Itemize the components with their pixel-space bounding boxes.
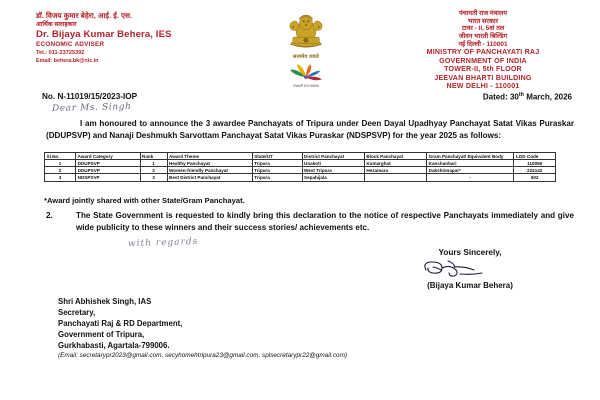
ministry-hindi-line-4: जीवन भारती बिल्डिंग	[458, 33, 508, 41]
addressee-designation: Secretary,	[58, 308, 96, 318]
cell-sl-no: 3	[45, 174, 76, 181]
ministry-hindi-line-5: नई दिल्ली - 110001	[458, 40, 508, 48]
ministry-hindi-line-1: पंचायती राज मंत्रालय	[459, 10, 507, 17]
table-row	[45, 160, 556, 167]
addressee-government: Government of Tripura,	[58, 330, 145, 340]
cell-block	[364, 174, 426, 181]
closing-salutation: Yours Sincerely,	[438, 248, 502, 257]
letterhead-emblem-block	[268, 8, 344, 88]
reference-number: No. N-11019/15/2023-IOP	[42, 92, 138, 101]
cell-block: Kumarghat	[364, 160, 426, 167]
signature-mark	[380, 257, 560, 281]
cell-gram: Dakshinnapar*	[427, 167, 514, 174]
cell-gram: Kanchanbari	[427, 160, 514, 167]
date-month-year: March, 2026	[523, 92, 572, 102]
body-paragraph-1: I am honoured to announce the 3 awardee Panchayats of Tripura under Deen Dayal Upadhyay Panchayat Satat Vikas Puraskar (DDUPSVP) and Nanaji Deshmukh Sarvottam Panchayat Satat Vikas Puraskar (NDSPSVP) for the year 2025 as follows:	[46, 119, 574, 141]
date-ordinal-suffix: th	[518, 92, 524, 98]
sublogo-caption: पंचायती राज मंत्रालय	[293, 84, 319, 88]
header-sl-no: Sl.No.	[45, 153, 76, 160]
header-rank: Rank	[140, 153, 167, 160]
cell-district: Unakoti	[302, 160, 364, 167]
cell-lgd-code: 224142	[514, 167, 556, 174]
cell-theme: Healthy Panchayat	[167, 160, 252, 167]
table-footnote: *Award jointly shared with other State/Gram Panchayat.	[44, 196, 245, 205]
sender-designation-hindi: आर्थिक सलाहकार	[36, 20, 77, 28]
letterhead	[0, 8, 600, 91]
cell-gram: -	[427, 174, 514, 181]
cell-theme: Best District Panchayat	[167, 174, 252, 181]
header-block-panchayat: Block Panchayat	[364, 153, 426, 160]
ministry-line-3: TOWER-II, 5th FLOOR	[444, 65, 522, 74]
addressee-block	[58, 296, 347, 361]
body-paragraph-2	[46, 210, 574, 235]
header-gram-panchayat: Gram Panchayat/ Equivalent Body	[427, 153, 514, 160]
cell-rank: 3	[140, 174, 167, 181]
paragraph-2-number: 2.	[46, 211, 53, 220]
cell-theme: Women-friendly Panchayat	[167, 167, 252, 174]
sender-designation: ECONOMIC ADVISER	[36, 41, 105, 49]
cell-rank: 2	[140, 167, 167, 174]
cell-state: Tripura	[252, 160, 302, 167]
date-label: Dated:	[482, 92, 508, 102]
addressee-department: Panchayati Raj & RD Department,	[58, 319, 183, 329]
header-state-ut: State/UT	[252, 153, 302, 160]
header-award-category: Award Category	[76, 153, 140, 160]
signatory-name: (Bijaya Kumar Behera)	[427, 281, 513, 290]
letter-date	[483, 92, 572, 102]
table-row	[45, 174, 556, 181]
cell-sl-no: 2	[45, 167, 76, 174]
cell-block: Hezamara	[364, 167, 426, 174]
handwritten-signature-icon	[420, 257, 520, 281]
signature-block	[380, 248, 560, 290]
cell-category: NDSPSVP	[76, 174, 140, 181]
handwritten-salutation: Dear Ms. Singh	[51, 101, 132, 115]
paragraph-2-text: The State Government is requested to kindly bring this declaration to the notice of respective Panchayats immediately and give wide publicity to these winners and their success stories/ achievements etc.	[76, 211, 574, 233]
panchayati-raj-logo-icon	[277, 61, 335, 83]
ministry-line-2: GOVERNMENT OF INDIA	[439, 56, 527, 65]
table-row	[45, 167, 556, 174]
header-district-panchayat: District Panchayat	[302, 153, 364, 160]
ministry-line-5: NEW DELHI - 110001	[446, 82, 520, 91]
ministry-hindi-line-3: टावर - II, 5वां तल	[461, 25, 505, 33]
cell-rank: 1	[140, 160, 167, 167]
ministry-line-4: JEEVAN BHARTI BUILDING	[434, 73, 532, 82]
cell-category: DDUPSVP	[76, 167, 140, 174]
table-header-row	[45, 153, 556, 160]
cell-category: DDUPSVP	[76, 160, 140, 167]
cell-state: Tripura	[252, 174, 302, 181]
sender-name: Dr. Bijaya Kumar Behera, IES	[36, 29, 172, 41]
header-lgd-code: LGD Code	[514, 153, 556, 160]
sender-email: Email: behera.bk@nic.in	[36, 57, 99, 64]
cell-lgd-code: 502	[514, 174, 556, 181]
letterhead-sender-block	[36, 12, 216, 64]
ministry-line-1: MINISTRY OF PANCHAYATI RAJ	[426, 48, 540, 57]
sender-telephone: Tel.: 011-23725392	[36, 50, 85, 57]
letterhead-ministry-block	[388, 10, 578, 91]
cell-district: Sepahijala	[302, 174, 364, 181]
header-award-theme: Award Theme	[167, 153, 252, 160]
cell-district: West Tripura	[302, 167, 364, 174]
ministry-hindi-line-2: भारत सरकार	[467, 17, 499, 25]
emblem-motto: सत्यमेव जयते	[292, 54, 320, 60]
addressee-emails: (Email: secretarypr2023@gmail.com, secyhomehtripura23@gmail.com, splsecretarypr22@gmail.com)	[58, 352, 348, 360]
reference-row	[42, 92, 572, 102]
state-emblem-of-india-icon	[279, 8, 333, 54]
handwritten-regards: with regards	[127, 236, 199, 250]
cell-state: Tripura	[252, 167, 302, 174]
addressee-address: Gurkhabasti, Agartala-799006.	[58, 341, 170, 351]
cell-sl-no: 1	[45, 160, 76, 167]
sender-name-hindi: डॉ. विजय कुमार बेहेरा, आई. ई. एस.	[36, 11, 133, 20]
cell-lgd-code: 110055	[514, 160, 556, 167]
awardee-panchayats-table	[44, 152, 556, 182]
addressee-name: Shri Abhishek Singh, IAS	[58, 297, 152, 306]
date-day: 30	[509, 92, 519, 102]
